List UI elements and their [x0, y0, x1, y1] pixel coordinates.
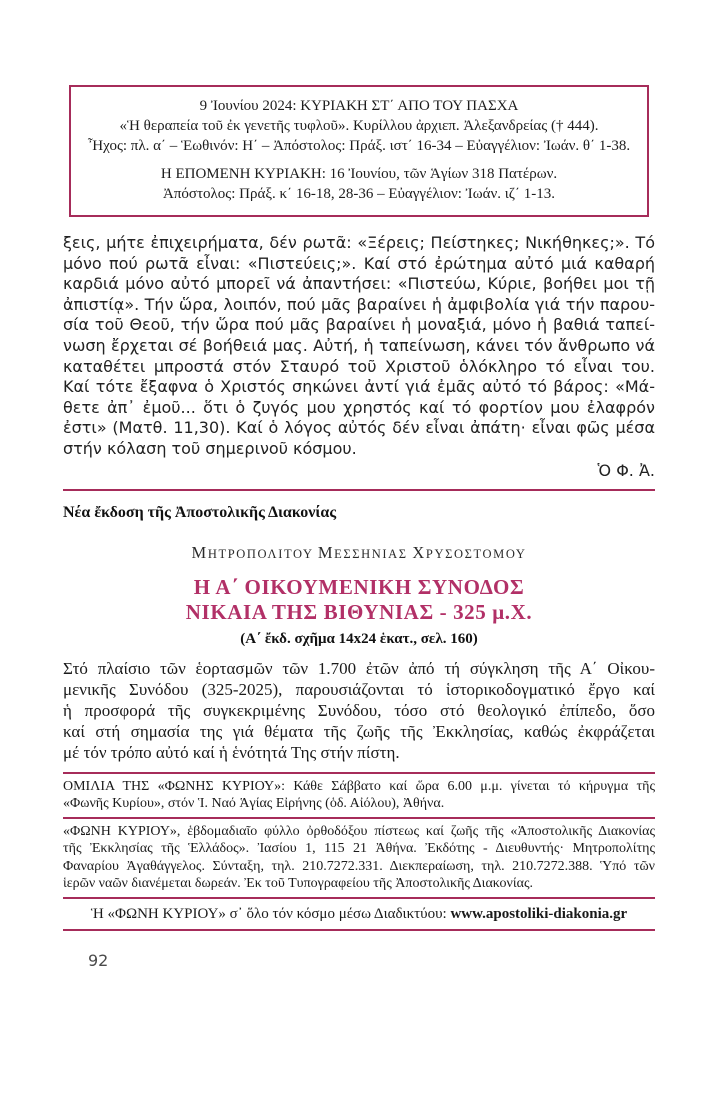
masthead-notice: «ΦΩΝΗ ΚΥΡΙΟΥ», ἑβδομαδιαῖο φύλλο ὀρθοδόξου πίστεως καί ζωῆς τῆς «Ἀποστολικῆς Διακονίας τῆς Ἐκκλησίας τῆς Ἑλλάδος». Ἰασίου 1, 115 21 Ἀθήνα. Ἐκδότης - Διευθυντής· Μητροπολίτης Φαναρίου Ἀγαθάγγελος. Σύνταξη, τηλ. 210.7272.331. Διεκπεραίωση, τηλ. 210.7272.388. Ὑπό τῶν ἱερῶν ναῶν διανέμεται δωρεάν. Ἐκ τοῦ Τυπογραφείου τῆς Ἀποστολικῆς Διακονίας. — [63, 823, 655, 892]
next-readings-line: Ἀπόστολος: Πράξ. κ΄ 16-18, 28-36 – Εὐαγγέλιον: Ἰωάν. ιζ΄ 1-13. — [163, 186, 555, 202]
internet-notice — [63, 905, 655, 924]
new-edition-heading: Νέα ἔκδοση τῆς Ἀποστολικῆς Διακονίας — [63, 503, 337, 521]
book-title — [63, 575, 655, 625]
gospel-theme-line: «Ἡ θεραπεία τοῦ ἐκ γενετῆς τυφλοῦ». Κυρίλλου ἀρχιεπ. Ἀλεξανδρείας († 444). — [119, 118, 599, 134]
book-description: Στό πλαίσιο τῶν ἑορτασμῶν τῶν 1.700 ἐτῶν ἀπό τή σύγκληση τῆς Α΄ Οἰκου- μενικῆς Συνόδου (325-2025), παρουσιάζονται τό ἱστορικοδογματικό ἔργο καί ἡ προσφορά τῆς συγκεκριμένης Συνόδου, τόσο στό θεολογικό ἐπίπεδο, ὅσο καί στή σημασία της γιά θέματα τῆς ζωῆς τῆς Ἐκκλησίας, καθώς ἐκφράζεται μέ τόν τρόπο αὐτό καί ἡ ἑνότητά Της στήν πίστη. — [63, 658, 655, 762]
sunday-date-line: 9 Ἰουνίου 2024: ΚΥΡΙΑΚΗ ΣΤ΄ ΑΠΟ ΤΟΥ ΠΑΣΧΑ — [199, 98, 519, 114]
page-number: 92 — [88, 950, 109, 970]
mode-readings-line: Ἦχος: πλ. α΄ – Ἑωθινόν: Η΄ – Ἀπόστολος: Πράξ. ιστ΄ 16-34 – Εὐαγγέλιον: Ἰωάν. θ΄ 1-38. — [87, 138, 631, 154]
article-paragraph: ξεις, μήτε ἐπιχειρήματα, δέν ρωτᾶ: «Ξέρεις; Πείστηκες; Νικήθηκες;». Τό μόνο πού ρωτᾶ εἶναι: «Πιστεύεις;». Καί στό ἐρώτημα αὐτό μιά καθαρή καρδιά μόνο αὐτό μπορεῖ νά ἀπαντήσει: «Πιστεύω, Κύριε, βοήθει μοι τῇ ἀπιστίᾳ». Τήν ὥρα, λοιπόν, πού μᾶς βαραίνει ἡ ἀμφιβολία γιά τήν παρου- σία τοῦ Θεοῦ, τήν ὥρα πού μᾶς βαραίνει ἡ μοναξιά, μόνο ἡ βαθιά ταπεί- νωση ἔρχεται σέ βοήθειά μας. Αὐτή, ἡ ταπείνωση, κάνει τόν ἄνθρωπο νά καταθέτει μπροστά στόν Σταυρό τοῦ Χριστοῦ ὁλόκληρο τό εἶναι του. Καί τότε ἔξαφνα ὁ Χριστός σηκώνει ἀντί γιά ἐμᾶς αὐτό τό βάρος: «Μά- θετε ἀπ᾿ ἐμοῦ... ὅτι ὁ ζυγός μου χρηστός καί τό φορτίον μου ἐλαφρόν ἐστι» (Ματθ. 11,30). Καί ὁ λόγος αὐτός δέν εἶναι ἀπάτη· εἶναι φῶς μέσα στήν κόλαση τοῦ σημερινοῦ κόσμου. — [63, 233, 655, 458]
website-url: www.apostoliki-diakonia.gr — [450, 905, 628, 922]
book-title-line1: Η Α΄ ΟΙΚΟΥΜΕΝΙΚΗ ΣΥΝΟΔΟΣ — [193, 574, 525, 599]
article-signature: Ὁ Φ. Ἀ. — [597, 460, 655, 480]
footer-rule-top — [63, 772, 655, 774]
footer-rule-mid1 — [63, 817, 655, 819]
leaflet-page — [0, 85, 718, 970]
next-sunday-line: Η ΕΠΟΜΕΝΗ ΚΥΡΙΑΚΗ: 16 Ἰουνίου, τῶν Ἁγίων 318 Πατέρων. — [160, 166, 558, 182]
author-line: ΜΗΤΡΟΠΟΛΙΤΟΥ ΜΕΣΣΗΝΙΑΣ ΧΡΥΣΟΣΤΟΜΟΥ — [191, 542, 527, 562]
internet-notice-text: Ἡ «ΦΩΝΗ ΚΥΡΙΟΥ» σ᾿ ὅλο τόν κόσμο μέσω Διαδικτύου: — [90, 905, 451, 922]
book-format-line: (Α΄ ἔκδ. σχῆμα 14x24 ἑκατ., σελ. 160) — [240, 630, 478, 647]
liturgical-calendar-box — [69, 85, 649, 217]
footer-rule-bottom — [63, 929, 655, 931]
homily-notice: ΟΜΙΛΙΑ ΤΗΣ «ΦΩΝΗΣ ΚΥΡΙΟΥ»: Κάθε Σάββατο καί ὥρα 6.00 μ.μ. γίνεται τό κήρυγμα τῆς «Φωνῆς Κυρίου», στόν Ἱ. Ναό Ἁγίας Εἰρήνης (ὁδ. Αἰόλου), Ἀθήνα. — [63, 778, 655, 812]
book-title-line2: ΝΙΚΑΙΑ ΤΗΣ ΒΙΘΥΝΙΑΣ - 325 μ.Χ. — [185, 599, 533, 624]
footer-rule-mid2 — [63, 897, 655, 899]
section-divider-rule — [63, 489, 655, 491]
